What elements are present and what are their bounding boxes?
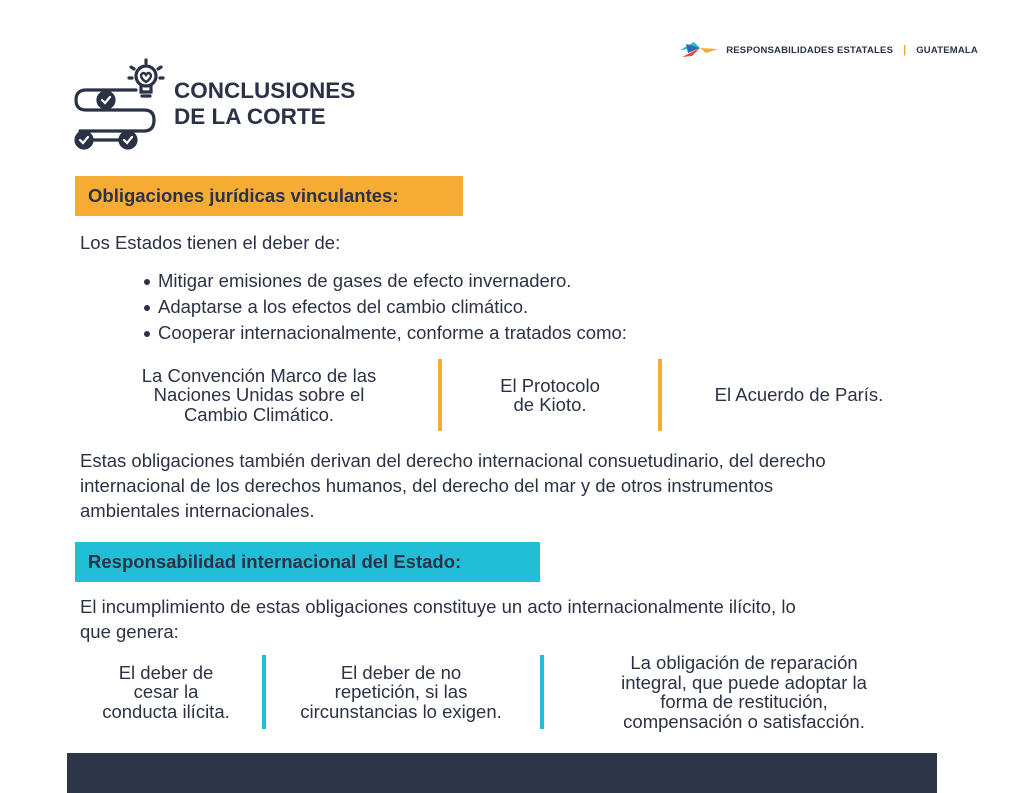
consequence-line: cesar la bbox=[133, 681, 199, 703]
treaty-line: de Kioto. bbox=[513, 394, 587, 415]
section-heading-responsibility: Responsabilidad internacional del Estado: bbox=[75, 542, 540, 582]
paragraph-line: Estas obligaciones también derivan del derecho internacional consuetudinario, del derecho bbox=[80, 450, 826, 471]
paragraph-line: ambientales internacionales. bbox=[80, 500, 315, 521]
treaty-line: El Protocolo bbox=[500, 374, 600, 396]
consequence-line: integral, que puede adoptar la bbox=[621, 671, 867, 693]
treaties-row bbox=[104, 359, 936, 431]
brand-name: RESPONSABILIDADES ESTATALES bbox=[726, 44, 894, 56]
consequence-non-repetition bbox=[266, 663, 536, 722]
title-line-1: CONCLUSIONES bbox=[174, 78, 356, 103]
treaty-kyoto bbox=[442, 376, 658, 415]
list-item: Mitigar emisiones de gases de efecto invernadero. bbox=[158, 268, 627, 294]
page-title bbox=[174, 78, 355, 130]
consequence-line: El deber de bbox=[118, 661, 214, 683]
treaty-line: Naciones Unidas sobre el bbox=[153, 384, 365, 406]
treaty-line: El Acuerdo de París. bbox=[714, 384, 884, 406]
paragraph-line: que genera: bbox=[80, 621, 179, 642]
treaty-unfccc bbox=[104, 366, 414, 425]
section1-intro: Los Estados tienen el deber de: bbox=[80, 232, 341, 253]
brand-country: GUATEMALA bbox=[916, 44, 978, 56]
obligations-list bbox=[158, 268, 627, 346]
consequence-cessation bbox=[84, 663, 248, 722]
consequence-line: repetición, si las bbox=[334, 681, 468, 703]
roadmap-lightbulb-icon bbox=[70, 58, 170, 154]
paragraph-line: El incumplimiento de estas obligaciones constituye un acto internacionalmente ilícito, lo bbox=[80, 596, 796, 617]
consequence-reparation bbox=[544, 653, 944, 731]
brand-separator: | bbox=[903, 44, 907, 56]
treaty-line: Cambio Climático. bbox=[183, 403, 335, 425]
title-line-2: DE LA CORTE bbox=[174, 104, 326, 129]
consequence-line: El deber de no bbox=[340, 661, 462, 683]
consequences-row bbox=[84, 652, 944, 732]
treaty-line: La Convención Marco de las bbox=[141, 364, 377, 386]
brand-header bbox=[678, 40, 978, 60]
consequence-line: conducta ilícita. bbox=[102, 700, 230, 722]
list-item: Cooperar internacionalmente, conforme a tratados como: bbox=[158, 320, 627, 346]
footer-bar bbox=[67, 753, 937, 793]
bird-logo-icon bbox=[678, 40, 720, 60]
consequence-line: compensación o satisfacción. bbox=[623, 710, 865, 732]
consequence-line: forma de restitución, bbox=[660, 691, 828, 712]
list-item: Adaptarse a los efectos del cambio climático. bbox=[158, 294, 627, 320]
paragraph-line: internacional de los derechos humanos, del derecho del mar y de otros instrumentos bbox=[80, 475, 774, 496]
consequence-line: circunstancias lo exigen. bbox=[300, 700, 502, 722]
consequence-line: La obligación de reparación bbox=[630, 652, 858, 673]
treaty-paris bbox=[662, 385, 936, 405]
section1-paragraph bbox=[80, 448, 826, 523]
section2-paragraph bbox=[80, 594, 796, 644]
section-heading-obligations: Obligaciones jurídicas vinculantes: bbox=[75, 176, 463, 216]
